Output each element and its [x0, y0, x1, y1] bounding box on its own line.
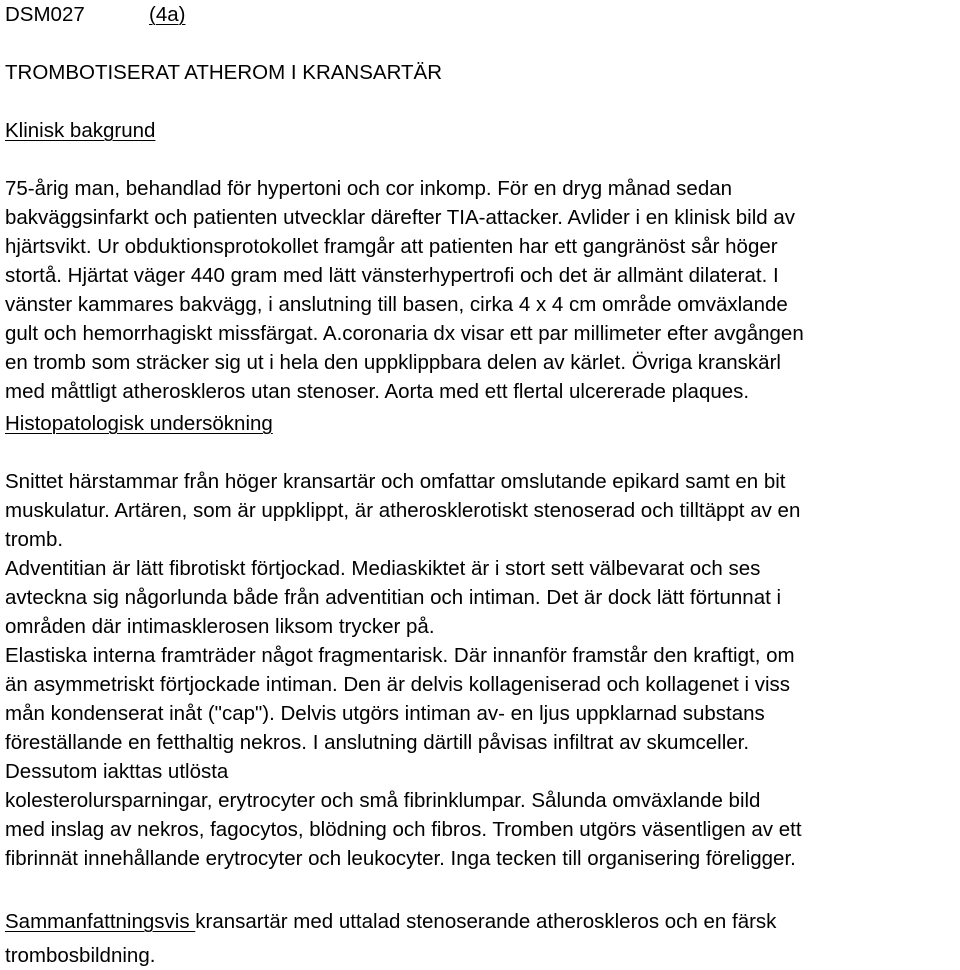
specimen-code-header	[5, 3, 185, 26]
background-section	[5, 174, 954, 406]
histopathology-line: Dessutom iakttas utlösta	[5, 760, 229, 783]
background-line: en tromb som sträcker sig ut i hela den uppklippbara delen av kärlet. Övriga kranskärl	[5, 351, 781, 374]
histopathology-line: muskulatur. Artären, som är uppklippt, är atherosklerotiskt stenoserad och tilltäppt av en	[5, 499, 801, 522]
document-title: TROMBOTISERAT ATHEROM I KRANSARTÄR	[5, 61, 443, 84]
histopathology-line: mån kondenserat inåt ("cap"). Delvis utgörs intiman av- en ljus uppklarnad substans	[5, 702, 765, 725]
background-heading: Klinisk bakgrund	[5, 119, 156, 142]
background-line: bakväggsinfarkt och patienten utvecklar därefter TIA-attacker. Avlider i en klinisk bild av	[5, 206, 796, 229]
summary-heading: Sammanfattningsvis	[5, 910, 196, 933]
histopathology-line: med inslag av nekros, fagocytos, blödning och fibros. Tromben utgörs väsentligen av ett	[5, 818, 802, 841]
histopathology-line: Snittet härstammar från höger kransartär och omfattar omslutande epikard samt en bit	[5, 470, 786, 493]
histopathology-line: tromb.	[5, 528, 64, 551]
specimen-label: (4a)	[149, 3, 186, 26]
histopathology-line: avteckna sig någorlunda både från adventitian och intiman. Det är dock lätt förtunnat i	[5, 586, 782, 609]
histopathology-section	[5, 467, 954, 873]
histopathology-line: Adventitian är lätt fibrotiskt förtjockad. Mediaskiktet är i stort sett välbevarat och ses	[5, 557, 761, 580]
summary-text: kransartär med uttalad stenoserande atheroskleros och en färsk	[195, 910, 777, 933]
background-line: med måttligt atheroskleros utan stenoser. Aorta med ett flertal ulcererade plaques.	[5, 380, 750, 403]
summary-section	[5, 907, 954, 970]
histopathology-line: än asymmetriskt förtjockade intiman. Den är delvis kollageniserad och kollagenet i viss	[5, 673, 791, 696]
histopathology-line: områden där intimasklerosen liksom trycker på.	[5, 615, 435, 638]
histopathology-line: föreställande en fetthaltig nekros. I anslutning därtill påvisas infiltrat av skumceller.	[5, 731, 750, 754]
background-line: hjärtsvikt. Ur obduktionsprotokollet framgår att patienten har ett gangränöst sår höger	[5, 235, 778, 258]
background-line: vänster kammares bakvägg, i anslutning till basen, cirka 4 x 4 cm område omväxlande	[5, 293, 788, 316]
specimen-code: DSM027	[5, 3, 85, 26]
histopathology-line: Elastiska interna framträder något fragmentarisk. Där innanför framstår den kraftigt, om	[5, 644, 795, 667]
document-header	[5, 0, 954, 29]
background-line: 75-årig man, behandlad för hypertoni och cor inkomp. För en dryg månad sedan	[5, 177, 733, 200]
histopathology-line: fibrinnät innehållande erytrocyter och leukocyter. Inga tecken till organisering föreligger.	[5, 847, 796, 870]
summary-first-line	[5, 907, 954, 936]
histopathology-heading: Histopatologisk undersökning	[5, 412, 273, 435]
histopathology-line: kolesterolursparningar, erytrocyter och små fibrinklumpar. Sålunda omväxlande bild	[5, 789, 761, 812]
background-line: gult och hemorrhagiskt missfärgat. A.coronaria dx visar ett par millimeter efter avgången	[5, 322, 804, 345]
background-line: stortå. Hjärtat väger 440 gram med lätt vänsterhypertrofi och det är allmänt dilaterat. I	[5, 264, 779, 287]
summary-second-line: trombosbildning.	[5, 944, 156, 967]
